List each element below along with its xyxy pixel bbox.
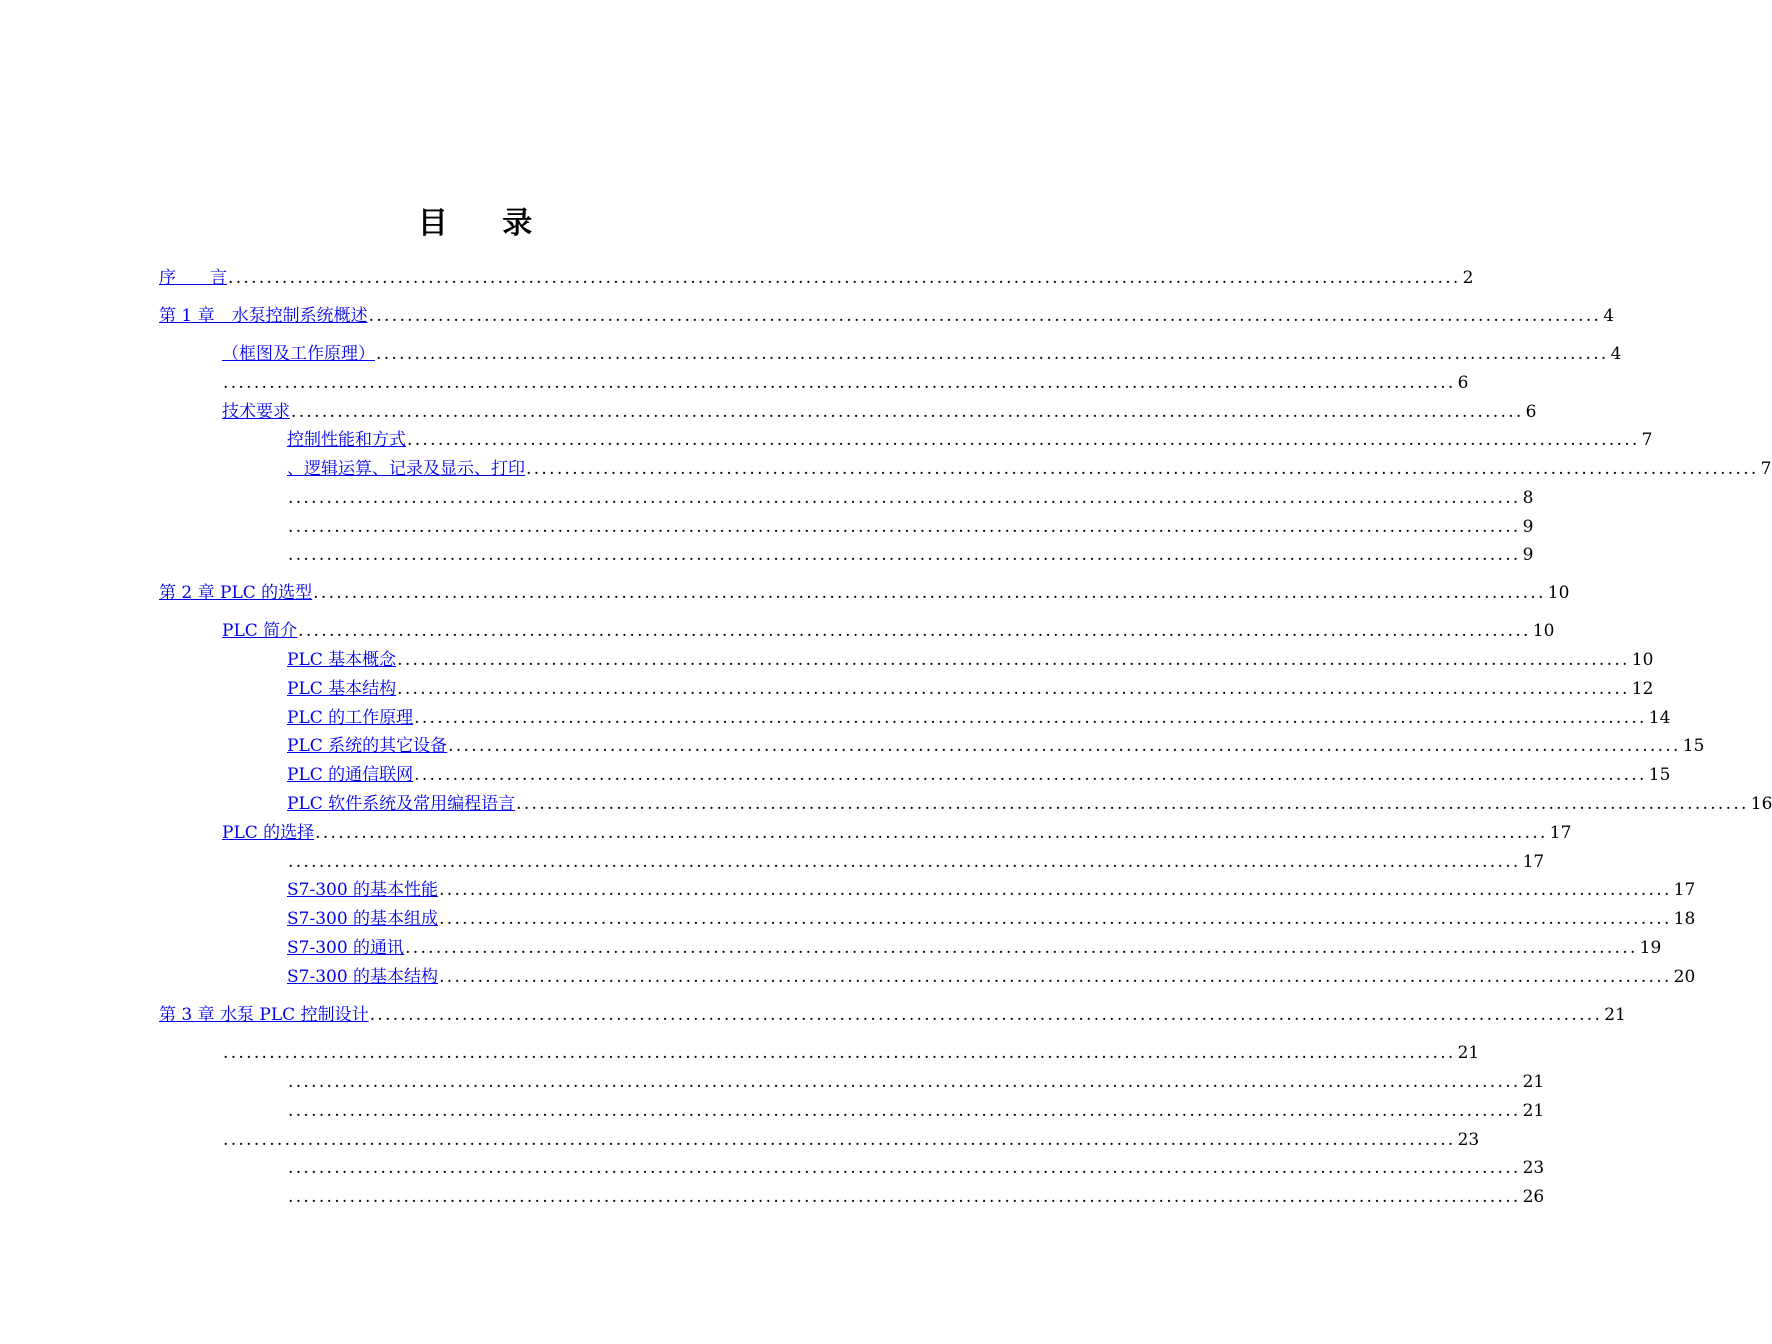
toc-page-number: 6: [1457, 373, 1469, 393]
toc-entry[interactable]: [287, 511, 1534, 537]
toc-entry[interactable]: [287, 482, 1534, 508]
toc-entry-label[interactable]: 第 2 章 PLC 的选型: [159, 583, 313, 603]
toc-entry-label[interactable]: PLC 的选择: [222, 823, 315, 843]
toc-entry-label[interactable]: S7-300 的基本结构: [287, 967, 439, 987]
toc-entry[interactable]: [159, 300, 1615, 326]
toc-page-number: 21: [1457, 1043, 1480, 1063]
dot-leader: ................................................................................................................................................................: [288, 1101, 1521, 1121]
dot-leader: ................................................................................................................................................................: [439, 909, 1672, 929]
toc-page-number: 17: [1522, 852, 1545, 872]
dot-leader: ................................................................................................................................................................: [223, 1043, 1456, 1063]
toc-page-number: 18: [1673, 909, 1696, 929]
toc-page-number: 2: [1462, 268, 1474, 288]
toc-page-number: 16: [1750, 794, 1772, 814]
toc-page-number: 4: [1603, 306, 1615, 326]
toc-page-number: 9: [1522, 517, 1534, 537]
dot-leader: ................................................................................................................................................................: [288, 545, 1521, 565]
toc-page-number: 7: [1641, 430, 1653, 450]
toc-entry[interactable]: [287, 874, 1696, 900]
dot-leader: ................................................................................................................................................................: [407, 430, 1640, 450]
dot-leader: ................................................................................................................................................................: [397, 650, 1630, 670]
toc-entry[interactable]: [159, 999, 1626, 1025]
toc-entry-label[interactable]: 序 言: [159, 268, 227, 288]
dot-leader: ................................................................................................................................................................: [223, 1130, 1456, 1150]
toc-entry-label[interactable]: PLC 基本结构: [287, 679, 397, 699]
dot-leader: ................................................................................................................................................................: [315, 823, 1548, 843]
toc-title: 目 录: [417, 206, 555, 241]
dot-leader: ................................................................................................................................................................: [439, 880, 1672, 900]
toc-page-number: 14: [1648, 708, 1671, 728]
toc-entry[interactable]: [287, 644, 1654, 670]
dot-leader: ................................................................................................................................................................: [288, 1187, 1521, 1207]
dot-leader: ................................................................................................................................................................: [313, 583, 1546, 603]
toc-page-number: 10: [1547, 583, 1570, 603]
toc-entry[interactable]: [287, 1095, 1545, 1121]
toc-page-number: 23: [1457, 1130, 1480, 1150]
dot-leader: ................................................................................................................................................................: [298, 621, 1531, 641]
toc-entry[interactable]: [222, 817, 1572, 843]
toc-page-number: 23: [1522, 1158, 1545, 1178]
toc-entry[interactable]: [159, 577, 1570, 603]
dot-leader: ................................................................................................................................................................: [223, 373, 1456, 393]
toc-entry-label[interactable]: PLC 的工作原理: [287, 708, 414, 728]
toc-page-number: 17: [1549, 823, 1572, 843]
toc-entry[interactable]: [287, 1066, 1545, 1092]
toc-entry-label[interactable]: S7-300 的基本组成: [287, 909, 439, 929]
dot-leader: ................................................................................................................................................................: [414, 708, 1647, 728]
dot-leader: ................................................................................................................................................................: [397, 679, 1630, 699]
toc-entry-label[interactable]: 控制性能和方式: [287, 430, 406, 450]
dot-leader: ................................................................................................................................................................: [288, 1072, 1521, 1092]
dot-leader: ................................................................................................................................................................: [414, 765, 1647, 785]
dot-leader: ................................................................................................................................................................: [288, 517, 1521, 537]
dot-leader: ................................................................................................................................................................: [288, 488, 1521, 508]
dot-leader: ................................................................................................................................................................: [439, 967, 1672, 987]
toc-page-number: 10: [1532, 621, 1555, 641]
toc-page-number: 6: [1525, 402, 1537, 422]
toc-page-number: 20: [1673, 967, 1696, 987]
toc-page-number: 17: [1673, 880, 1696, 900]
toc-page-number: 10: [1631, 650, 1654, 670]
toc-page-number: 4: [1610, 344, 1622, 364]
toc-entry[interactable]: [287, 539, 1534, 565]
toc-entry-label[interactable]: PLC 基本概念: [287, 650, 397, 670]
toc-entry[interactable]: [287, 424, 1653, 450]
toc-entry-label[interactable]: 第 3 章 水泵 PLC 控制设计: [159, 1005, 369, 1025]
dot-leader: ................................................................................................................................................................: [368, 306, 1602, 326]
toc-page-number: 12: [1631, 679, 1654, 699]
toc-entry[interactable]: [287, 903, 1696, 929]
toc-entry[interactable]: [222, 615, 1555, 641]
toc-page-number: 21: [1604, 1005, 1626, 1025]
toc-entry-label[interactable]: 第 1 章 水泵控制系统概述: [159, 306, 368, 326]
dot-leader: ................................................................................................................................................................: [369, 1005, 1603, 1025]
toc-page-number: 21: [1522, 1101, 1545, 1121]
toc-entry[interactable]: [287, 788, 1772, 814]
dot-leader: ................................................................................................................................................................: [288, 852, 1521, 872]
toc-entry-label[interactable]: （框图及工作原理）: [222, 344, 375, 364]
toc-entry[interactable]: [222, 1124, 1480, 1150]
toc-page-number: 19: [1639, 938, 1662, 958]
toc-entry-label[interactable]: 技术要求: [222, 402, 290, 422]
toc-entry[interactable]: [287, 1152, 1545, 1178]
toc-entry[interactable]: [287, 673, 1654, 699]
toc-entry-label[interactable]: PLC 软件系统及常用编程语言: [287, 794, 516, 814]
toc-page-number: 15: [1682, 736, 1705, 756]
dot-leader: ................................................................................................................................................................: [516, 794, 1749, 814]
dot-leader: ................................................................................................................................................................: [291, 402, 1524, 422]
toc-entry-label[interactable]: S7-300 的通讯: [287, 938, 405, 958]
toc-entry[interactable]: [222, 367, 1469, 393]
dot-leader: ................................................................................................................................................................: [448, 736, 1681, 756]
toc-page-number: 7: [1760, 459, 1772, 479]
toc-entry[interactable]: [159, 262, 1474, 288]
toc-entry[interactable]: [287, 759, 1671, 785]
dot-leader: ................................................................................................................................................................: [228, 268, 1461, 288]
toc-entry[interactable]: [287, 846, 1545, 872]
toc-page-number: 9: [1522, 545, 1534, 565]
toc-entry[interactable]: [287, 961, 1696, 987]
toc-entry-label[interactable]: 、逻辑运算、记录及显示、打印: [287, 459, 525, 479]
toc-page-number: 21: [1522, 1072, 1545, 1092]
dot-leader: ................................................................................................................................................................: [288, 1158, 1521, 1178]
toc-page-number: 15: [1648, 765, 1671, 785]
toc-entry-label[interactable]: PLC 系统的其它设备: [287, 736, 448, 756]
toc-entry-label[interactable]: PLC 的通信联网: [287, 765, 414, 785]
toc-entry[interactable]: [287, 702, 1671, 728]
toc-entry[interactable]: [222, 338, 1622, 364]
toc-entry-label[interactable]: S7-300 的基本性能: [287, 880, 439, 900]
toc-entry-label[interactable]: PLC 简介: [222, 621, 298, 641]
dot-leader: ................................................................................................................................................................: [405, 938, 1638, 958]
toc-entry[interactable]: [287, 730, 1705, 756]
toc-entry[interactable]: [222, 1037, 1480, 1063]
toc-page-number: 8: [1522, 488, 1534, 508]
toc-entry[interactable]: [222, 396, 1537, 422]
dot-leader: ................................................................................................................................................................: [376, 344, 1609, 364]
toc-entry[interactable]: [287, 932, 1662, 958]
toc-entry[interactable]: [287, 453, 1772, 479]
toc-page-number: 26: [1522, 1187, 1545, 1207]
toc-entry[interactable]: [287, 1181, 1545, 1207]
dot-leader: ................................................................................................................................................................: [526, 459, 1759, 479]
